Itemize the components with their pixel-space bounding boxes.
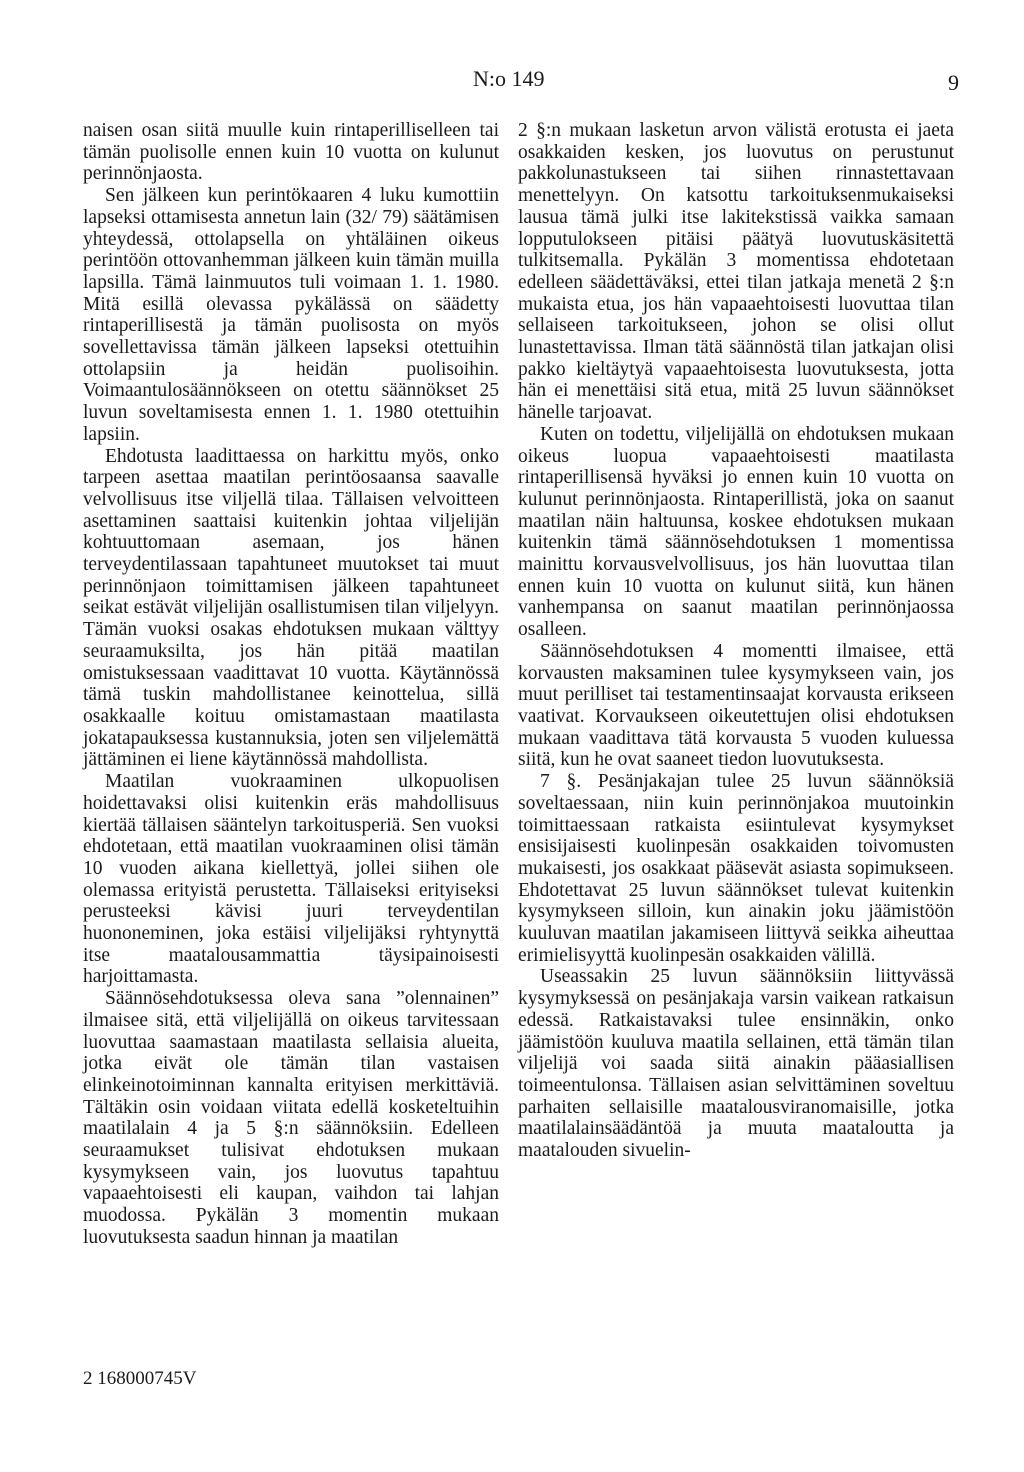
paragraph: 2 §:n mukaan lasketun arvon välistä erotusta ei jaeta osakkaiden kesken, jos luovutus on perustunut pakkolunastukseen tai siihen rinnastettavaan menettelyyn. On katsottu tarkoituksenmukaiseksi lausua tämä julki itse lakitekstissä vaikka samaan lopputulokseen pitäisi päätyä luovutuskäsitettä tulkitsemalla. Pykälän 3 momentissa ehdotetaan edelleen säädettäväksi, ettei tilan jatkaja menetä 2 §:n mukaista etua, jos hän vapaaehtoisesti luovuttaa tilan sellaiseen tarkoitukseen, johon se olisi ollut lunastettavissa. Ilman tätä säännöstä tilan jatkajan olisi pakko kieltäytyä vapaaehtoisesta luovutuksesta, jotta hän ei menettäisi sitä etua, mitä 25 luvun säännökset hänelle tarjoavat. [518, 120, 954, 424]
right-column [518, 120, 954, 1162]
paragraph: Sen jälkeen kun perintökaaren 4 luku kumottiin lapseksi ottamisesta annetun lain (32/ 79) säätämisen yhteydessä, ottolapsella on yhtäläinen oikeus perintöön ottovanhemman jälkeen kuin tämän muilla lapsilla. Tämä lainmuutos tuli voimaan 1. 1. 1980. Mitä esillä olevassa pykälässä on säädetty rintaperillisestä ja tämän puolisosta on myös sovellettavissa tämän jälkeen lapseksi otettuihin ottolapsiin ja heidän puolisoihin. Voimaantulosäännökseen on otettu säännökset 25 luvun soveltamisesta ennen 1. 1. 1980 otettuihin lapsiin. [83, 185, 499, 445]
print-code: 2 168000745V [83, 1368, 197, 1389]
paragraph: Säännösehdotuksessa oleva sana ”olennainen” ilmaisee sitä, että viljelijällä on oikeus tarvitessaan luovuttaa saamastaan maatilasta sellaisia alueita, jotka eivät ole tämän tilan vastaisen elinkeinotoiminnan kannalta erityisen merkittäviä. Tältäkin osin voidaan viitata edellä kosketeltuihin maatilalain 4 ja 5 §:n säännöksiin. Edelleen seuraamukset tulisivat ehdotuksen mukaan kysymykseen vain, jos luovutus tapahtuu vapaaehtoisesti eli kaupan, vaihdon tai lahjan muodossa. Pykälän 3 momentin mukaan luovutuksesta saadun hinnan ja maatilan [83, 988, 499, 1248]
paragraph: naisen osan siitä muulle kuin rintaperilliselleen tai tämän puolisolle ennen kuin 10 vuotta on kulunut perinnönjaosta. [83, 120, 499, 185]
paragraph: Maatilan vuokraaminen ulkopuolisen hoidettavaksi olisi kuitenkin eräs mahdollisuus kiertää tällaisen sääntelyn tarkoitusperiä. Sen vuoksi ehdotetaan, että maatilan vuokraaminen olisi tämän 10 vuoden aikana kiellettyä, jollei siihen ole olemassa erityistä perustetta. Tällaiseksi erityiseksi perusteeksi kävisi juuri terveydentilan huononeminen, joka estäisi viljelijäksi ryhtynyttä itse maatalousammattia täysipainoisesti harjoittamasta. [83, 771, 499, 988]
page-number: 9 [948, 70, 959, 95]
paragraph: Kuten on todettu, viljelijällä on ehdotuksen mukaan oikeus luopua vapaaehtoisesti maatilasta rintaperillisensä hyväksi jo ennen kuin 10 vuotta on kulunut perinnönjaosta. Rintaperillistä, joka on saanut maatilan näin haltuunsa, koskee ehdotuksen mukaan kuitenkin tämä säännösehdotuksen 1 momentissa mainittu korvausvelvollisuus, jos hän luovuttaa tilan ennen kuin 10 vuotta on kulunut siitä, kun hänen vanhempansa on saanut maatilan perinnönjaossa osalleen. [518, 423, 954, 641]
paragraph: Ehdotusta laadittaessa on harkittu myös, onko tarpeen asettaa maatilan perintöosaansa saavalle velvollisuus itse viljellä tilaa. Tällaisen velvoitteen asettaminen saattaisi kuitenkin johtaa viljelijän kohtuuttomaan asemaan, jos hänen terveydentilassaan tapahtuneet muutokset tai muut perinnönjaon toimittamisen jälkeen tapahtuneet seikat estävät viljelijän osallistumisen tilan viljelyyn. Tämän vuoksi osakas ehdotuksen mukaan välttyy seuraamuksilta, jos hän pitää maatilan omistuksessaan vaadittavat 10 vuotta. Käytännössä tämä tuskin mahdollistanee keinottelua, sillä osakkaalle koituu omistamastaan maatilasta jokatapauksessa kustannuksia, joten sen viljelemättä jättäminen ei liene käytännössä mahdollista. [83, 445, 499, 771]
paragraph: 7 §. Pesänjakajan tulee 25 luvun säännöksiä soveltaessaan, niin kuin perinnönjakoa muutoinkin toimittaessaan ratkaista esiintulevat kysymykset ensisijaisesti kuolinpesän osakkaiden toivomusten mukaisesti, jos osakkaat pääsevät asiasta sopimukseen. Ehdotettavat 25 luvun säännökset tulevat kuitenkin kysymykseen silloin, kun ainakin joku jäämistöön kuuluvan maatilan jakamiseen liittyvä seikka aiheuttaa erimielisyyttä kuolinpesän osakkaiden välillä. [518, 771, 954, 966]
document-number: N:o 149 [473, 66, 545, 91]
paragraph: Säännösehdotuksen 4 momentti ilmaisee, että korvausten maksaminen tulee kysymykseen vain, jos muut perilliset tai testamentinsaajat korvausta erikseen vaativat. Korvaukseen oikeutettujen olisi ehdotuksen mukaan vaadittava tätä korvausta 5 vuoden kuluessa siitä, kun he ovat saaneet tiedon luovutuksesta. [518, 640, 954, 771]
paragraph: Useassakin 25 luvun säännöksiin liittyvässä kysymyksessä on pesänjakaja varsin vaikean ratkaisun edessä. Ratkaistavaksi tulee ensinnäkin, onko jäämistöön kuuluva maatila sellainen, että tämän tilan viljelijä voi saada siitä ainakin pääasiallisen toimeentulonsa. Tällaisen asian selvittäminen soveltuu parhaiten sellaisille maatalousviranomaisille, jotka maatilalainsäädäntöä ja muuta maataloutta ja maatalouden sivuelin- [518, 966, 954, 1162]
left-column [83, 120, 499, 1249]
